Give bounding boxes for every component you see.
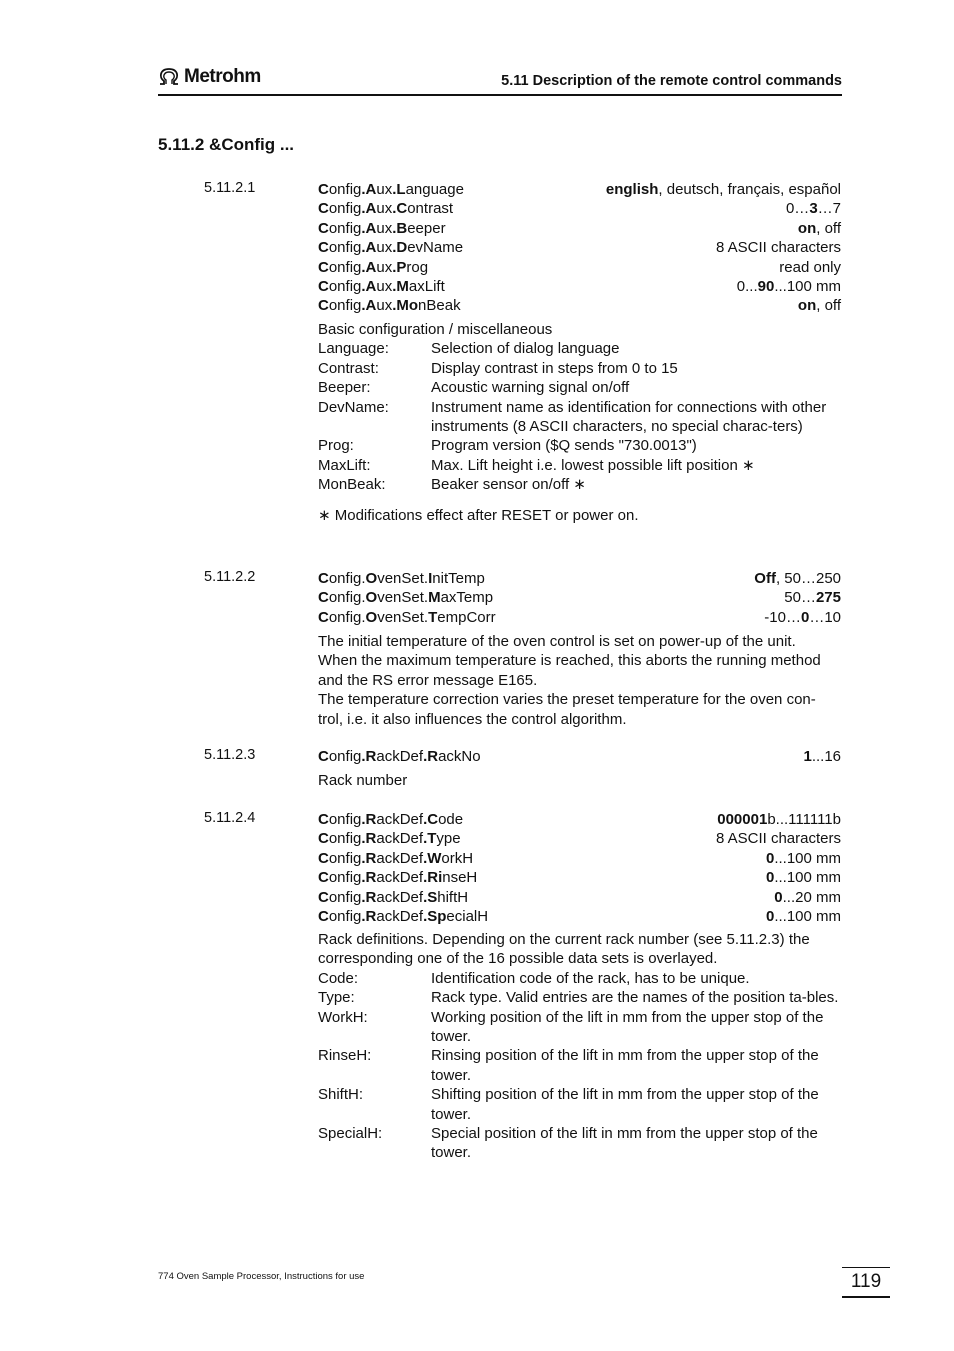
definition-term: Code: [318,969,359,987]
command-name-part: .R [361,869,377,887]
command-value-range [798,296,841,315]
command-name-part: T [428,608,438,626]
command-value-part: ...100 mm [774,849,841,867]
command-name-part: C [318,849,329,867]
command-name [318,810,463,829]
command-name-part: nitTemp [432,570,485,587]
command-name-part: .R [361,888,377,906]
definition-text: Display contrast in steps from 0 to 15 [431,359,678,377]
command-value-part: Off [754,570,776,587]
subsection-number: 5.11.2.1 [204,180,256,196]
command-value-range [716,829,841,848]
command-name-part: C [318,830,329,848]
command-value-part: -10… [764,608,801,626]
definition-row [318,378,842,397]
command-value-range [766,907,841,926]
definition-text: Acoustic warning signal on/off [431,379,630,397]
command-row [318,258,841,277]
command-row [318,296,841,315]
command-name-part: .Mo [392,297,419,315]
command-name-part: ackDef [376,748,424,765]
command-name-part: nseH [442,869,478,887]
command-value-part: 275 [815,589,841,607]
command-name-part: ux [376,258,393,276]
definition-row [318,359,842,378]
command-name-part: .A [361,239,377,257]
command-name-part: C [318,570,329,587]
command-name-part: .A [361,219,377,237]
command-name-part: onfig [328,200,362,218]
command-name [318,219,446,238]
command-name-part: onfig [328,869,362,887]
command-value-part: 0 [765,869,775,887]
command-name-part: .R [361,748,377,765]
command-value-part: ...100 mm [774,907,841,925]
command-name-part: .T [423,830,437,848]
command-name-part: onfig [328,258,362,276]
command-value-part: 0 [800,608,810,626]
command-value-part: …7 [817,200,841,218]
command-name-part: .Sp [423,907,447,925]
command-name [318,588,493,607]
command-list [318,810,841,926]
command-value-part: ...100 mm [774,869,841,887]
command-value-range [766,849,841,868]
definition-list [318,339,842,494]
command-value-part: 3 [809,200,818,218]
definition-text: Rack type. Valid entries are the names of the position ta-bles. [431,989,839,1007]
command-name-part: .W [423,849,442,867]
command-name-part: I [428,570,433,587]
command-name-part: axTemp [440,589,494,607]
command-name-part: .S [423,888,438,906]
subsection-number: 5.11.2.3 [204,747,256,763]
command-name-part: ux [376,181,393,198]
command-name-part: .Ri [423,869,443,887]
description-line: and the RS error message E165. [318,671,538,689]
command-name-part: onfig [328,239,362,257]
command-name [318,238,463,257]
definition-text: Shifting position of the lift in mm from the upper stop of the tower. [431,1086,819,1123]
command-name-part: C [318,219,329,237]
description-line: trol, i.e. it also influences the control algorithm. [318,710,627,728]
command-list [318,747,841,766]
command-name-part: hiftH [437,888,469,906]
command-name [318,868,477,887]
command-name-part: .B [392,219,408,237]
command-value-part: 0… [785,200,810,218]
command-name-part: C [318,239,329,257]
command-name-part: C [318,907,329,925]
command-row [318,608,841,627]
definition-term: WorkH: [318,1008,368,1026]
command-name-part: onfig [328,297,362,315]
command-name [318,258,428,277]
command-name-part: ecialH [446,907,489,925]
command-value-range [798,219,841,238]
command-name [318,569,485,588]
command-name-part: .A [361,277,377,295]
definition-text: Rinsing position of the lift in mm from the upper stop of the tower. [431,1047,819,1084]
command-name-part: .C [392,200,408,218]
definition-text: Program version ($Q sends "730.0013") [431,437,697,455]
footer-document-title: 774 Oven Sample Processor, Instructions for use [158,1271,365,1282]
command-name [318,180,464,199]
command-row [318,849,841,868]
command-value-part: …10 [809,608,841,626]
command-name-part: ontrast [407,200,454,218]
command-row [318,907,841,926]
command-name-part: ux [376,277,393,295]
command-name-part: .R [361,830,377,848]
command-name-part: O [365,608,378,626]
command-value-part: english [605,181,659,198]
command-list [318,569,841,627]
command-name-part: onfig [328,181,362,198]
command-name-part: onfig [328,907,362,925]
command-row [318,888,841,907]
command-name-part: .A [361,181,377,198]
command-name-part: empCorr [437,608,496,626]
command-value-part: ...100 mm [774,277,841,295]
command-row [318,180,841,199]
command-row [318,199,841,218]
command-name-part: C [318,888,329,906]
command-name-part: onfig [328,219,362,237]
command-name-part: venSet. [377,608,429,626]
command-name-part: anguage [405,181,464,198]
command-name [318,849,473,868]
command-name-part: O [365,570,378,587]
command-value-part: 1 [803,748,812,765]
definition-row [318,1046,842,1085]
command-name-part: C [318,181,329,198]
definition-row [318,339,842,358]
brand-name: Metrohm [184,66,261,87]
command-name-part: M [428,589,441,607]
command-name-part: onfig [328,277,362,295]
command-name-part: ackDef [376,849,424,867]
command-name-part: onfig. [328,570,366,587]
command-name [318,277,445,296]
command-value-range [786,199,841,218]
description [318,320,842,525]
command-name-part: axLift [408,277,445,295]
command-name-part: C [318,869,329,887]
command-value-part: 0 [765,849,775,867]
command-row [318,238,841,257]
command-value-part: 0... [736,277,758,295]
definition-row [318,398,842,437]
definition-text: Instrument name as identification for connections with other instruments (8 ASCII characters, no special charac-ters) [431,398,827,436]
definition-row [318,969,842,988]
definition-term: ShiftH: [318,1086,364,1104]
command-name-part: onfig [328,849,362,867]
description: Rack number [318,772,408,789]
command-value-part: ...20 mm [782,888,841,906]
command-name-part: .D [392,239,408,257]
definition-text: Working position of the lift in mm from the upper stop of the tower. [431,1008,824,1046]
command-value-range [779,258,841,277]
command-name-part: venSet. [377,570,429,587]
section-title: 5.11.2 &Config ... [158,135,295,154]
command-name-part: onfig [328,830,362,848]
command-name-part: onfig [328,748,362,765]
command-name-part: ux [376,239,393,257]
definition-term: MonBeak: [318,476,386,494]
command-name-part: C [318,608,329,626]
command-value-range [754,569,841,588]
command-value-part: read only [779,258,841,276]
definition-row [318,456,842,475]
definition-row [318,475,842,494]
command-value-range [716,238,841,257]
command-value-part: 90 [757,277,775,295]
description [318,632,842,729]
header-title: 5.11 Description of the remote control commands [501,73,842,89]
command-name-part: ackNo [438,748,481,765]
command-name-part: ackDef [376,888,424,906]
subsection-number: 5.11.2.2 [204,569,256,585]
command-name-part: .A [361,200,377,218]
command-row [318,829,841,848]
command-value-part: 000001 [717,811,768,828]
command-name-part: ode [438,811,464,828]
command-row [318,219,841,238]
command-name-part: .L [392,181,406,198]
command-value-part: , off [816,219,841,237]
command-name [318,608,496,627]
command-name-part: ackDef [376,811,424,828]
description-line: The initial temperature of the oven control is set on power-up of the unit. [318,633,796,650]
command-name-part: ackDef [376,869,424,887]
definition-term: Prog: [318,437,354,455]
command-name-part: ux [376,200,393,218]
command-value-part: 0 [774,888,783,906]
command-name-part: eeper [407,219,446,237]
command-name [318,907,488,926]
command-value-range [737,277,841,296]
command-value-part: , deutsch, français, español [658,181,841,198]
command-name-part: onfig [328,888,362,906]
command-name-part: .P [392,258,407,276]
command-value-part: ...16 [811,748,841,765]
command-value-part: on [797,219,817,237]
command-row [318,277,841,296]
command-row [318,747,841,766]
command-value-part: 0 [765,907,775,925]
metrohm-logo [158,66,261,88]
page-number: 119 [842,1267,890,1298]
command-name-part: ackDef [376,907,424,925]
definition-term: MaxLift: [318,456,371,474]
description-line: When the maximum temperature is reached, this aborts the running method [318,652,821,670]
command-list [318,180,841,316]
definition-text: Beaker sensor on/off ∗ [431,476,586,494]
command-name-part: ux [376,219,393,237]
description [318,930,842,1163]
definition-text: Selection of dialog language [431,340,620,358]
definition-text: Max. Lift height i.e. lowest possible lift position ∗ [431,456,755,474]
command-name-part: evName [407,239,464,257]
command-name-part: nBeak [418,297,461,315]
definition-text: Identification code of the rack, has to be unique. [431,969,750,987]
command-row [318,868,841,887]
description-line: The temperature correction varies the preset temperature for the oven con- [318,691,816,709]
command-name-part: onfig. [328,608,366,626]
command-name-part: venSet. [377,589,429,607]
command-name-part: C [318,277,329,295]
command-name-part: orkH [441,849,474,867]
command-name-part: .R [423,748,439,765]
command-name-part: ux [376,297,393,315]
command-name [318,296,461,315]
command-name-part: C [318,589,329,607]
definition-row [318,1085,842,1124]
definition-term: SpecialH: [318,1125,383,1143]
command-value-range [803,747,841,766]
command-value-part: b...111111b [767,811,841,828]
command-value-part: , 50…250 [775,570,841,587]
definition-term: Contrast: [318,359,379,377]
page-header [158,62,842,96]
description-line: corresponding one of the 16 possible data sets is overlayed. [318,950,718,968]
command-name-part: onfig. [328,589,366,607]
command-name-part: .M [392,277,409,295]
command-name-part: C [318,811,329,828]
command-name-part: rog [406,258,429,276]
command-name-part: C [318,258,329,276]
command-row [318,810,841,829]
command-name [318,747,481,766]
command-name [318,199,453,218]
command-value-part: 8 ASCII characters [715,239,841,257]
command-value-part: , off [816,297,841,315]
command-name-part: O [365,589,378,607]
command-row [318,588,841,607]
description-line: Rack definitions. Depending on the current rack number (see 5.11.2.3) the [318,931,810,948]
definition-term: RinseH: [318,1047,372,1065]
command-name-part: C [318,748,329,765]
command-value-range [766,868,841,887]
definition-row [318,1008,842,1047]
command-value-range [774,888,841,907]
definition-row [318,988,842,1007]
definition-row [318,1124,842,1163]
definition-term: Language: [318,340,389,358]
command-name-part: onfig [328,811,362,828]
description-intro [318,930,842,969]
command-name-part: .R [361,811,377,828]
command-name-part: ype [436,830,461,848]
description-intro: Basic configuration / miscellaneous [318,321,553,338]
definition-term: Beeper: [318,379,371,397]
definition-row [318,436,842,455]
definition-term: Type: [318,989,355,1007]
command-value-range [764,608,841,627]
command-value-part: 8 ASCII characters [715,830,841,848]
command-value-range [717,810,841,829]
command-name [318,829,461,848]
command-name-part: C [318,297,329,315]
definition-term: DevName: [318,398,389,416]
command-name-part: .R [361,907,377,925]
command-name-part: C [318,200,329,218]
definition-text: Special position of the lift in mm from the upper stop of the tower. [431,1125,818,1162]
command-name-part: .R [361,849,377,867]
command-name [318,888,468,907]
command-value-range [784,588,841,607]
command-name-part: .C [423,811,439,828]
definition-list [318,969,842,1163]
subsection-number: 5.11.2.4 [204,810,256,826]
metrohm-omega-icon [158,68,180,86]
command-value-part: on [797,297,817,315]
command-name-part: .A [361,297,377,315]
command-value-part: 50… [784,589,816,607]
command-name-part: ackDef [376,830,424,848]
footnote: ∗ Modifications effect after RESET or power on. [318,506,639,524]
command-value-range [606,180,841,199]
command-row [318,569,841,588]
command-name-part: .A [361,258,377,276]
